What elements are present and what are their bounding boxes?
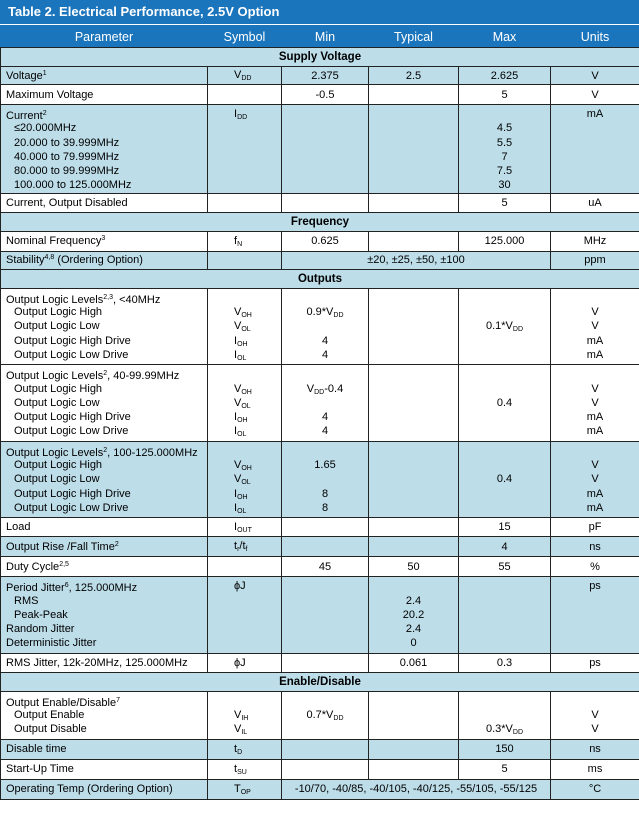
value-cell: -10/70, -40/85, -40/105, -40/125, -55/105, -55/125 (282, 779, 551, 799)
typ-cell: 50 (369, 557, 459, 577)
unit-cell: V V mA mA (551, 365, 639, 441)
symbol-cell (208, 85, 282, 105)
symbol-cell: $V_{DD}$ (208, 67, 282, 85)
min-cell: -0.5 (282, 85, 369, 105)
unit-cell: ns (551, 739, 639, 759)
section-title: Enable/Disable (1, 672, 639, 691)
max-cell: 125.000 (459, 231, 551, 251)
param-cell: Voltage$^1$ (1, 67, 208, 85)
table-row-nominal-frequency (1, 231, 639, 251)
max-cell: $0.1*V_{DD}$ (459, 288, 551, 364)
table-row-disable-time (1, 739, 639, 759)
max-cell: 4 (459, 537, 551, 557)
section-title: Supply Voltage (1, 48, 639, 67)
table-row-rms-jitter (1, 653, 639, 672)
table-row-stability (1, 251, 639, 269)
unit-cell: V V mA mA (551, 288, 639, 364)
min-cell: 0.625 (282, 231, 369, 251)
unit-cell: ps (551, 577, 639, 653)
param-cell: Nominal Frequency$^3$ (1, 231, 208, 251)
table-row-max-voltage (1, 85, 639, 105)
min-cell: $0.9*V_{DD}$ 4 4 (282, 288, 369, 364)
unit-cell: uA (551, 193, 639, 212)
table-row-logic-levels-2 (1, 365, 639, 441)
unit-cell: V V (551, 691, 639, 739)
param-cell: Load (1, 518, 208, 537)
symbol-cell: $t_{SU}$ (208, 759, 282, 779)
param-cell: Output Logic Levels$^2$, 40-99.99MHz Output Logic High Output Logic Low Output Logic High Drive Output Logic Low Drive (1, 365, 208, 441)
unit-cell: MHz (551, 231, 639, 251)
param-cell: Operating Temp (Ordering Option) (1, 779, 208, 799)
table-row-current (1, 105, 639, 194)
section-title: Outputs (1, 269, 639, 288)
table-row-operating-temp (1, 779, 639, 799)
param-cell: Output Logic Levels$^2$, 100-125.000MHz Output Logic High Output Logic Low Output Logic High Drive Output Logic Low Drive (1, 441, 208, 517)
symbol-cell: $t_D$ (208, 739, 282, 759)
max-cell: 2.625 (459, 67, 551, 85)
typ-cell (369, 85, 459, 105)
max-cell: 4.5 5.5 7 7.5 30 (459, 105, 551, 194)
table-title: Table 2. Electrical Performance, 2.5V Option (0, 0, 639, 25)
section-enable-disable (1, 672, 639, 691)
col-header-min: Min (282, 26, 369, 48)
min-cell (282, 105, 369, 194)
max-cell: 0.4 (459, 441, 551, 517)
param-cell: Period Jitter$^6$, 125.000MHz RMS Peak-Peak Random Jitter Deterministic Jitter (1, 577, 208, 653)
typ-cell (369, 105, 459, 194)
min-cell: 1.65 8 8 (282, 441, 369, 517)
param-cell: Current$^2$ ≤20.000MHz 20.000 to 39.999MHz 40.000 to 79.999MHz 80.000 to 99.999MHz 100.000 to 125.000MHz (1, 105, 208, 194)
electrical-performance-table (0, 25, 639, 800)
unit-cell: V V mA mA (551, 441, 639, 517)
unit-cell: mA (551, 105, 639, 194)
table-row-startup-time (1, 759, 639, 779)
unit-cell: ps (551, 653, 639, 672)
param-cell: Output Rise /Fall Time$^2$ (1, 537, 208, 557)
col-header-max: Max (459, 26, 551, 48)
max-cell: 5 (459, 193, 551, 212)
symbol-cell: $T_{OP}$ (208, 779, 282, 799)
param-cell: Current, Output Disabled (1, 193, 208, 212)
max-cell: 0.4 (459, 365, 551, 441)
unit-cell: ppm (551, 251, 639, 269)
max-cell: 0.3 (459, 653, 551, 672)
unit-cell: °C (551, 779, 639, 799)
symbol-cell: $V_{OH}$ $V_{OL}$ $I_{OH}$ $I_{OL}$ (208, 365, 282, 441)
symbol-cell: $f_N$ (208, 231, 282, 251)
table-row-period-jitter (1, 577, 639, 653)
symbol-cell: $V_{OH}$ $V_{OL}$ $I_{OH}$ $I_{OL}$ (208, 288, 282, 364)
symbol-cell: ϕJ (208, 653, 282, 672)
col-header-units: Units (551, 26, 639, 48)
unit-cell: pF (551, 518, 639, 537)
param-cell: Maximum Voltage (1, 85, 208, 105)
col-header-parameter: Parameter (1, 26, 208, 48)
table-row-rise-fall (1, 537, 639, 557)
unit-cell: ns (551, 537, 639, 557)
symbol-cell: $I_{DD}$ (208, 105, 282, 194)
section-title: Frequency (1, 212, 639, 231)
max-cell: 55 (459, 557, 551, 577)
typ-cell: 0.061 (369, 653, 459, 672)
param-cell: Disable time (1, 739, 208, 759)
min-cell: 45 (282, 557, 369, 577)
unit-cell: % (551, 557, 639, 577)
table-row-duty-cycle (1, 557, 639, 577)
param-cell: Duty Cycle$^{2,5}$ (1, 557, 208, 577)
typ-cell: 2.4 20.2 2.4 0 (369, 577, 459, 653)
symbol-cell: $I_{OUT}$ (208, 518, 282, 537)
min-cell: $0.7*V_{DD}$ (282, 691, 369, 739)
param-cell: RMS Jitter, 12k-20MHz, 125.000MHz (1, 653, 208, 672)
param-cell: Output Logic Levels$^{2,3}$, <40MHz Output Logic High Output Logic Low Output Logic High Drive Output Logic Low Drive (1, 288, 208, 364)
min-cell: $V_{DD}-0.4$ 4 4 (282, 365, 369, 441)
min-cell: 2.375 (282, 67, 369, 85)
max-cell: 5 (459, 85, 551, 105)
table-row-load (1, 518, 639, 537)
max-cell: 5 (459, 759, 551, 779)
col-header-symbol: Symbol (208, 26, 282, 48)
symbol-cell: $t_r/t_f$ (208, 537, 282, 557)
max-cell: $0.3*V_{DD}$ (459, 691, 551, 739)
section-outputs (1, 269, 639, 288)
max-cell: 15 (459, 518, 551, 537)
section-frequency (1, 212, 639, 231)
unit-cell: V (551, 67, 639, 85)
param-cell: Start-Up Time (1, 759, 208, 779)
symbol-cell: $V_{IH}$ $V_{IL}$ (208, 691, 282, 739)
value-cell: ±20, ±25, ±50, ±100 (282, 251, 551, 269)
typ-cell: 2.5 (369, 67, 459, 85)
unit-cell: ms (551, 759, 639, 779)
table-row-output-enable (1, 691, 639, 739)
unit-cell: V (551, 85, 639, 105)
header-row (1, 26, 639, 48)
symbol-cell: ϕJ (208, 577, 282, 653)
table-row-logic-levels-1 (1, 288, 639, 364)
col-header-typical: Typical (369, 26, 459, 48)
param-cell: Stability$^{4,8}$ (Ordering Option) (1, 251, 208, 269)
max-cell: 150 (459, 739, 551, 759)
section-supply-voltage (1, 48, 639, 67)
table-row-voltage (1, 67, 639, 85)
table-row-logic-levels-3 (1, 441, 639, 517)
table-row-current-disabled (1, 193, 639, 212)
symbol-cell: $V_{OH}$ $V_{OL}$ $I_{OH}$ $I_{OL}$ (208, 441, 282, 517)
param-cell: Output Enable/Disable$^7$ Output Enable Output Disable (1, 691, 208, 739)
